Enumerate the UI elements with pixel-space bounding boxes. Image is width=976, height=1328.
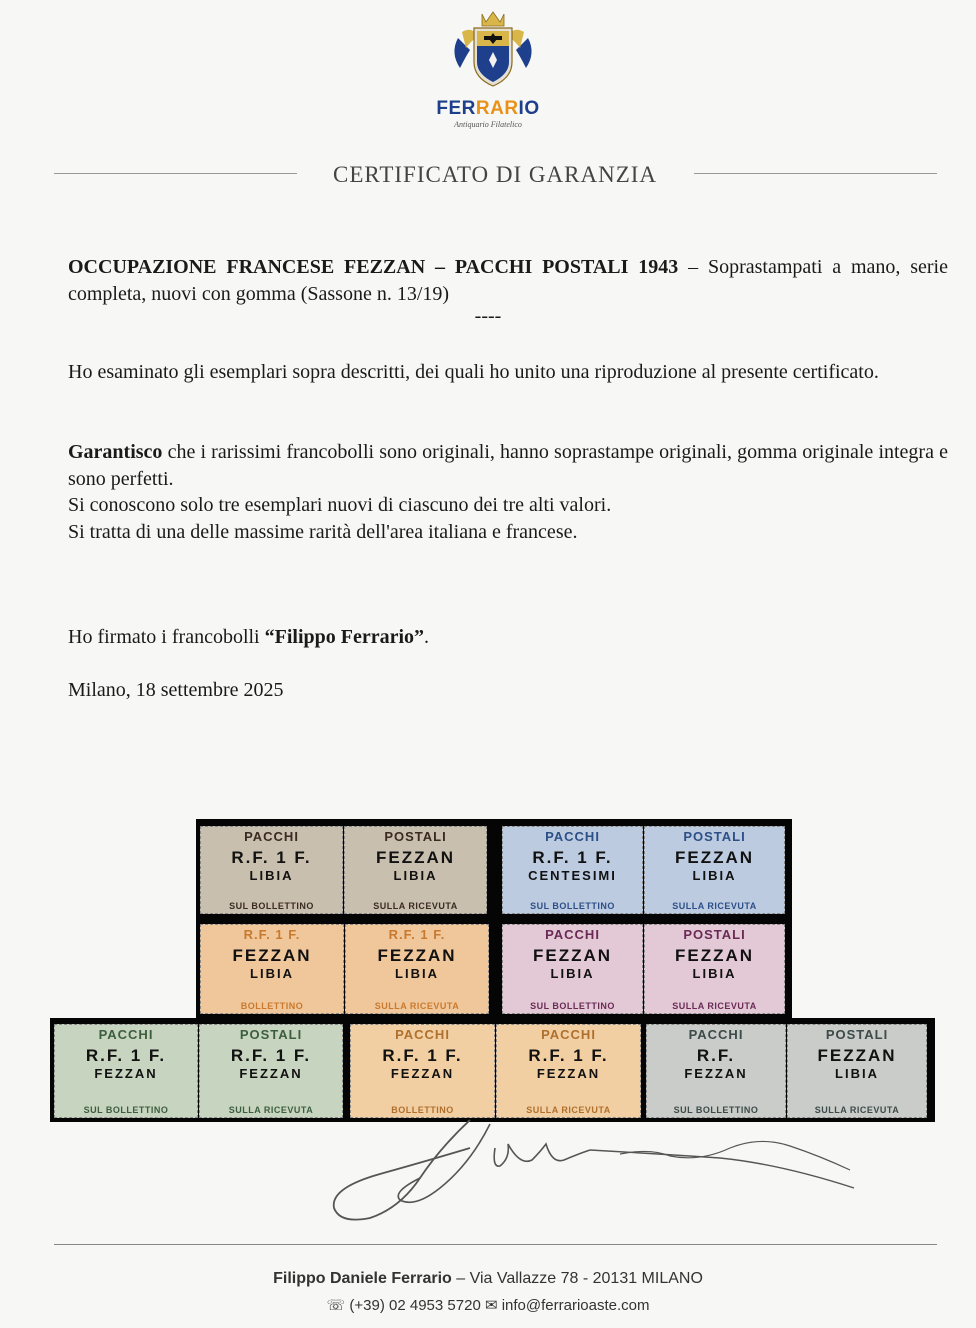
parcel-stamp-5-right	[199, 1024, 343, 1118]
parcel-stamp-4-right	[644, 924, 785, 1014]
stamp-top-label: PACCHI	[98, 1027, 154, 1042]
footer-contacts	[0, 1296, 976, 1314]
overprint-line-1: R.F. 1 F.	[532, 848, 613, 867]
parcel-stamp-1-right	[344, 826, 487, 914]
signed-name: “Filippo Ferrario”	[264, 626, 425, 648]
stamp-bottom-label: SUL BOLLETTINO	[673, 1105, 759, 1115]
certificate-title: CERTIFICATO DI GARANZIA	[332, 162, 658, 187]
stamp-top-label: POSTALI	[384, 829, 447, 844]
title-rule-left	[54, 173, 297, 174]
rarity-line-1: Si conoscono solo tre esemplari nuovi di ciascuno dei tre alti valori.	[68, 494, 612, 516]
stamp-bottom-label: SULLA RICEVUTA	[228, 1105, 314, 1115]
stamp-bottom-label: SUL BOLLETTINO	[83, 1105, 169, 1115]
overprint-line-2: LIBIA	[835, 1066, 879, 1081]
guarantee-text: che i rarissimi francobolli sono originali, hanno soprastampe originali, gomma originale integra e sono perfetti.	[68, 441, 948, 490]
overprint-line-2: FEZZAN	[94, 1066, 158, 1081]
footer-email[interactable]: info@ferrarioaste.com	[501, 1297, 650, 1314]
footer-name: Filippo Daniele Ferrario	[273, 1270, 452, 1287]
overprint-line-1: FEZZAN	[817, 1046, 897, 1065]
parcel-stamp-7-right	[787, 1024, 927, 1118]
parcel-stamp-2-right	[644, 826, 785, 914]
lot-heading-rest: – Soprastampati a mano, serie completa, nuovi con gomma (Sassone n. 13/19)	[68, 256, 948, 305]
parcel-stamp-4-left	[502, 924, 643, 1014]
overprint-line-1: R.F. 1 F.	[230, 1046, 312, 1065]
stamp-bottom-label: SULLA RICEVUTA	[526, 1105, 611, 1115]
stamp-top-label: PACCHI	[545, 829, 600, 844]
phone-icon: ☏	[326, 1297, 346, 1314]
overprint-line-2: CENTESIMI	[528, 868, 617, 883]
stamp-top-label: POSTALI	[239, 1027, 303, 1042]
stamp-bottom-label: SUL BOLLETTINO	[530, 901, 615, 911]
stamp-top-label: R.F. 1 F.	[243, 927, 301, 942]
rarity-line-2: Si tratta di una delle massime rarità dell'area italiana e francese.	[68, 521, 578, 543]
overprint-line-2: LIBIA	[692, 868, 737, 883]
overprint-line-1: FEZZAN	[532, 946, 613, 965]
overprint-line-2: FEZZAN	[390, 1066, 455, 1081]
signed-suffix: .	[424, 626, 430, 648]
overprint-line-1: FEZZAN	[674, 946, 755, 965]
footer-rule	[54, 1244, 937, 1245]
overprint-line-2: FEZZAN	[684, 1066, 748, 1081]
place-date: Milano, 18 settembre 2025	[68, 679, 284, 701]
stamp-bottom-label: SULLA RICEVUTA	[814, 1105, 900, 1115]
stamp-top-label: POSTALI	[683, 829, 746, 844]
overprint-line-1: FEZZAN	[674, 848, 755, 867]
signed-statement	[68, 624, 948, 651]
brand-wordmark: FERRARIO	[436, 98, 540, 119]
stamp-top-label: R.F. 1 F.	[388, 927, 446, 942]
title-rule-right	[694, 173, 937, 174]
guarantee-paragraph	[68, 439, 948, 493]
overprint-line-2: LIBIA	[250, 966, 294, 981]
footer-street: – Via Vallazze 78 - 20131 MILANO	[451, 1270, 703, 1287]
stamp-bottom-label: BOLLETTINO	[391, 1105, 454, 1115]
overprint-line-2: FEZZAN	[239, 1066, 303, 1081]
overprint-line-1: R.F.	[696, 1046, 736, 1065]
stamp-bottom-label: SULLA RICEVUTA	[672, 901, 757, 911]
stamp-top-label: PACCHI	[541, 1027, 596, 1042]
overprint-line-1: FEZZAN	[375, 848, 456, 867]
stamp-top-label: PACCHI	[545, 927, 600, 942]
stamp-top-label: PACCHI	[244, 829, 299, 844]
footer-phone: (+39) 02 4953 5720	[349, 1297, 481, 1314]
footer-address	[0, 1270, 976, 1288]
signed-prefix: Ho firmato i francobolli	[68, 626, 265, 648]
stamp-top-label: PACCHI	[688, 1027, 744, 1042]
guarantee-keyword: Garantisco	[68, 441, 163, 463]
parcel-stamp-6-left	[350, 1024, 495, 1118]
stamp-bottom-label: SUL BOLLETTINO	[530, 1001, 615, 1011]
overprint-line-1: FEZZAN	[232, 946, 312, 965]
overprint-line-2: LIBIA	[393, 868, 438, 883]
brand-subtitle: Antiquario Filatelico	[454, 120, 522, 129]
stamp-top-label: POSTALI	[825, 1027, 889, 1042]
stamp-top-label: PACCHI	[395, 1027, 450, 1042]
overprint-line-2: FEZZAN	[536, 1066, 601, 1081]
crest-logo	[448, 8, 538, 96]
stamp-bottom-label: SULLA RICEVUTA	[672, 1001, 757, 1011]
examination-paragraph: Ho esaminato gli esemplari sopra descritti, dei quali ho unito una riproduzione al presente certificato.	[68, 361, 879, 383]
overprint-line-1: FEZZAN	[377, 946, 457, 965]
parcel-stamp-1-left	[200, 826, 343, 914]
stamp-top-label: POSTALI	[683, 927, 746, 942]
overprint-line-2: LIBIA	[395, 966, 439, 981]
overprint-line-1: R.F. 1 F.	[85, 1046, 167, 1065]
overprint-line-2: LIBIA	[550, 966, 595, 981]
handwritten-signature	[320, 1108, 860, 1228]
parcel-stamp-3-right	[345, 924, 489, 1014]
parcel-stamp-6-right	[496, 1024, 641, 1118]
separator: ----	[474, 305, 502, 327]
stamp-bottom-label: SUL BOLLETTINO	[229, 901, 314, 911]
overprint-line-1: R.F. 1 F.	[231, 848, 312, 867]
overprint-line-1: R.F. 1 F.	[382, 1046, 463, 1065]
overprint-line-1: R.F. 1 F.	[528, 1046, 609, 1065]
lot-description	[68, 254, 948, 308]
parcel-stamp-5-left	[54, 1024, 198, 1118]
parcel-stamp-3-left	[200, 924, 344, 1014]
stamp-bottom-label: SULLA RICEVUTA	[374, 1001, 460, 1011]
lot-heading: OCCUPAZIONE FRANCESE FEZZAN – PACCHI POSTALI 1943	[68, 256, 679, 278]
email-icon: ✉	[484, 1297, 498, 1314]
stamp-bottom-label: SULLA RICEVUTA	[373, 901, 458, 911]
stamp-bottom-label: BOLLETTINO	[240, 1001, 304, 1011]
overprint-line-2: LIBIA	[692, 966, 737, 981]
parcel-stamp-2-left	[502, 826, 643, 914]
parcel-stamp-7-left	[646, 1024, 786, 1118]
overprint-line-2: LIBIA	[249, 868, 294, 883]
